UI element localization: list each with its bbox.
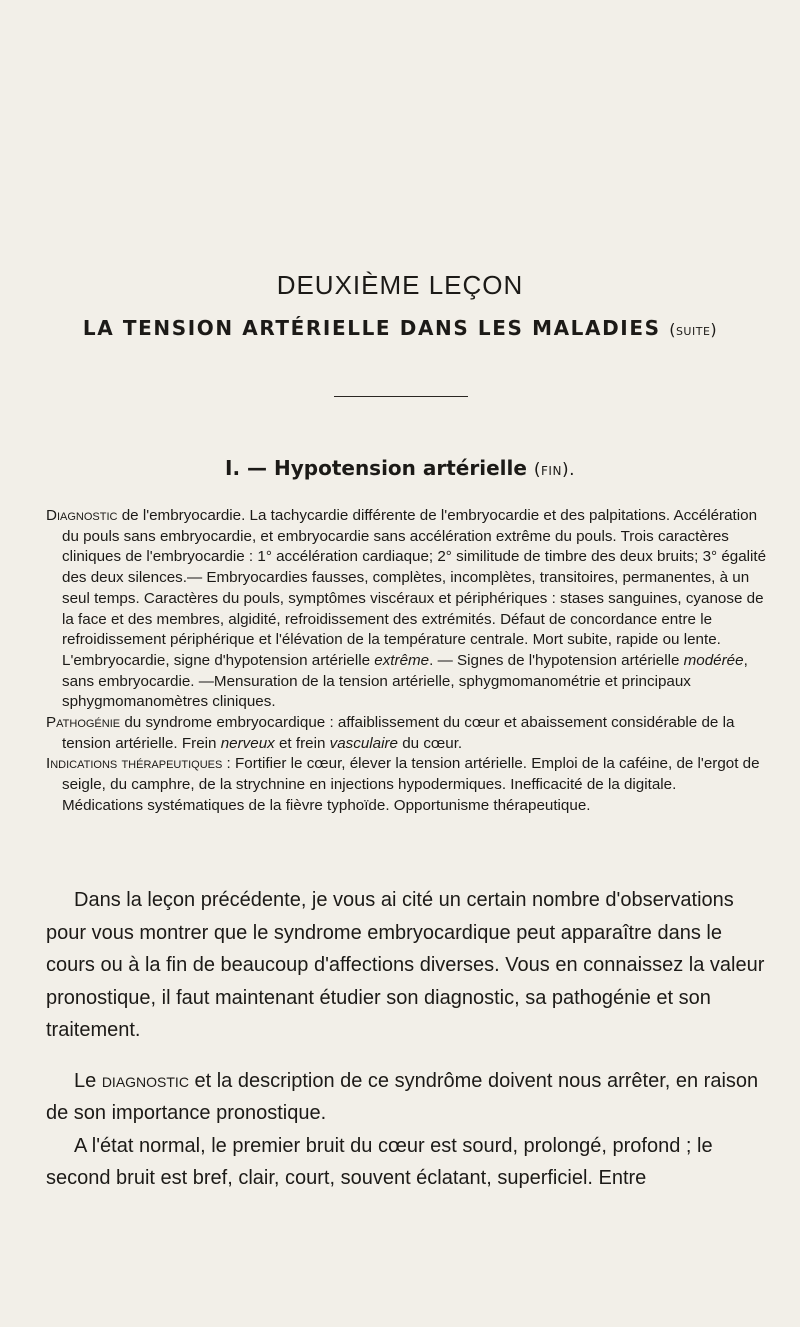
section-title-text: I. — Hypotension artérielle bbox=[225, 456, 527, 480]
divider-rule bbox=[334, 396, 468, 397]
summary-pathogenie-label: Pathogénie bbox=[46, 714, 121, 732]
lesson-summary bbox=[46, 506, 774, 817]
summary-medications: Médications systématiques de la fièvre typhoïde. Opportunisme thérapeutique. bbox=[62, 796, 591, 814]
summary-pathogenie: Pathogénie du syndrome embryocardique : affaiblissement du cœur et abaissement considérable de la tension artérielle. Frein nerveux et frein vasculaire du cœur. bbox=[46, 714, 735, 752]
lecon-title: DEUXIÈME LEÇON bbox=[276, 270, 524, 300]
summary-diagnostic: Diagnostic de l'embryocardie. La tachycardie différente de l'embryocardie et des palpitations. Accélération du pouls sans embryocardie, et embryocardie sans accélération extrême du pouls. Trois caractères cliniques de l'embryocardie : 1° accélération cardiaque; 2° similitude de timbre des deux bruits; 3° égalité des deux silences.— Embryocardies fausses, complètes, incomplètes, transitoires, permanentes, à un seul temps. Caractères du pouls, symptômes viscéraux et périphériques : stases sanguines, cyanose de la face et des membres, algidité, refroidissement des extrémités. Défaut de concordance entre le refroidissement périphérique et l'élévation de la température centrale. Mort subite, rapide ou lente. bbox=[46, 507, 767, 649]
section-title bbox=[0, 456, 800, 480]
summary-indications: Indications thérapeutiques : Fortifier le cœur, élever la tension artérielle. Emploi de la caféine, de l'ergot de seigle, du camphre, de la strychnine en injections hypodermiques. Inefficacité de la digitale. bbox=[46, 755, 760, 794]
summary-diagnostic-label: Diagnostic bbox=[46, 507, 118, 524]
body-paragraph-2: Le diagnostic et la description de ce syndrôme doivent nous arrêter, en raison de son importance pronostique. bbox=[46, 1069, 759, 1124]
body-paragraph-3: A l'état normal, le premier bruit du cœur est sourd, prolongé, profond ; le second bruit est bref, clair, court, souvent éclatant, superficiel. Entre bbox=[46, 1134, 713, 1189]
body-text bbox=[46, 884, 774, 1195]
body-diagnostic-label: diagnostic bbox=[101, 1069, 189, 1092]
section-fin: (fin). bbox=[533, 460, 575, 480]
body-paragraph-1: Dans la leçon précédente, je vous ai cité un certain nombre d'observations pour vous montrer que le syndrome embryocardique peut apparaître dans le cours ou à la fin de beaucoup d'affections diverses. Vous en connaissez la valeur pronostique, il faut maintenant étudier son diagnostic, sa pathogénie et son traitement. bbox=[46, 889, 765, 1041]
summary-indications-label: Indications thérapeutiques bbox=[46, 755, 223, 773]
chapter-suite: (suite) bbox=[669, 320, 718, 339]
chapter-title-text: LA TENSION ARTÉRIELLE DANS LES MALADIES bbox=[82, 316, 661, 340]
summary-hypotension: L'embryocardie, signe d'hypotension artérielle extrême. — Signes de l'hypotension artérielle modérée, sans embryocardie. —Mensuration de la tension artérielle, sphygmomanométrie et principaux sphygmomanomètres cliniques. bbox=[62, 651, 748, 711]
chapter-title bbox=[0, 316, 800, 340]
